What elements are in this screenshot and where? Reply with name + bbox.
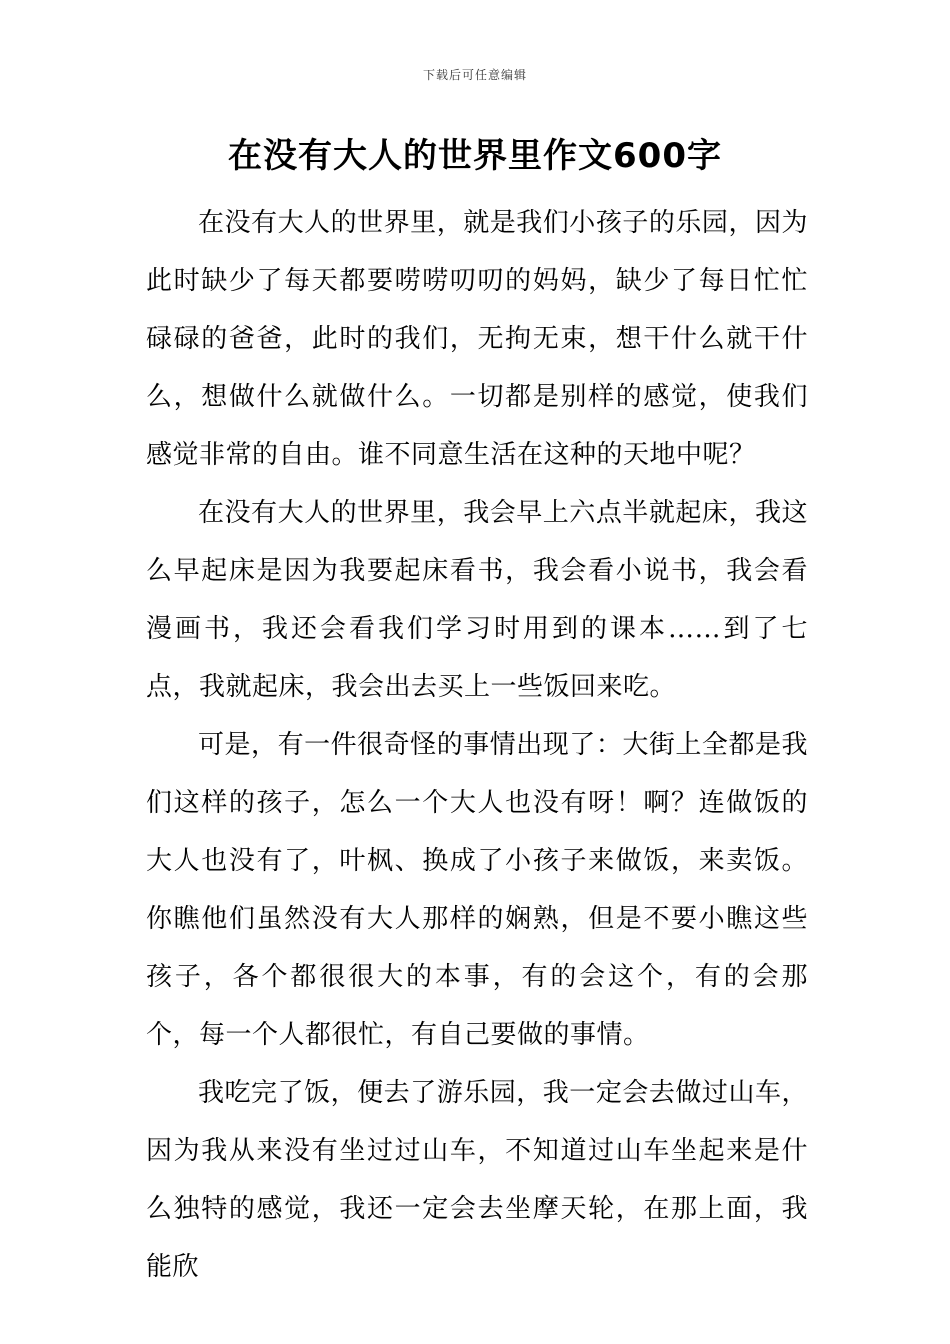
page-title: 在没有大人的世界里作文600字 bbox=[228, 136, 722, 176]
paragraph-4: 我吃完了饭，便去了游乐园，我一定会去做过山车，因为我从来没有坐过过山车，不知道过山车坐起来是什么独特的感觉，我还一定会去坐摩天轮，在那上面，我能欣 bbox=[146, 1078, 808, 1282]
article-body bbox=[146, 194, 808, 1296]
paragraph-3: 可是，有一件很奇怪的事情出现了：大街上全都是我们这样的孩子，怎么一个大人也没有呀！啊？连做饭的大人也没有了，叶枫、换成了小孩子来做饭，来卖饭。你瞧他们虽然没有大人那样的娴熟，但是不要小瞧这些孩子，各个都很很大的本事，有的会这个，有的会那个，每一个人都很忙，有自己要做的事情。 bbox=[146, 730, 808, 1050]
paragraph-1: 在没有大人的世界里，就是我们小孩子的乐园，因为此时缺少了每天都要唠唠叨叨的妈妈，缺少了每日忙忙碌碌的爸爸，此时的我们，无拘无束，想干什么就干什么，想做什么就做什么。一切都是别样的感觉，使我们感觉非常的自由。谁不同意生活在这种的天地中呢？ bbox=[146, 208, 808, 470]
paragraph-2: 在没有大人的世界里，我会早上六点半就起床，我这么早起床是因为我要起床看书，我会看小说书，我会看漫画书，我还会看我们学习时用到的课本……到了七点，我就起床，我会出去买上一些饭回来吃。 bbox=[146, 498, 808, 702]
header-note: 下载后可任意编辑 bbox=[422, 68, 527, 82]
